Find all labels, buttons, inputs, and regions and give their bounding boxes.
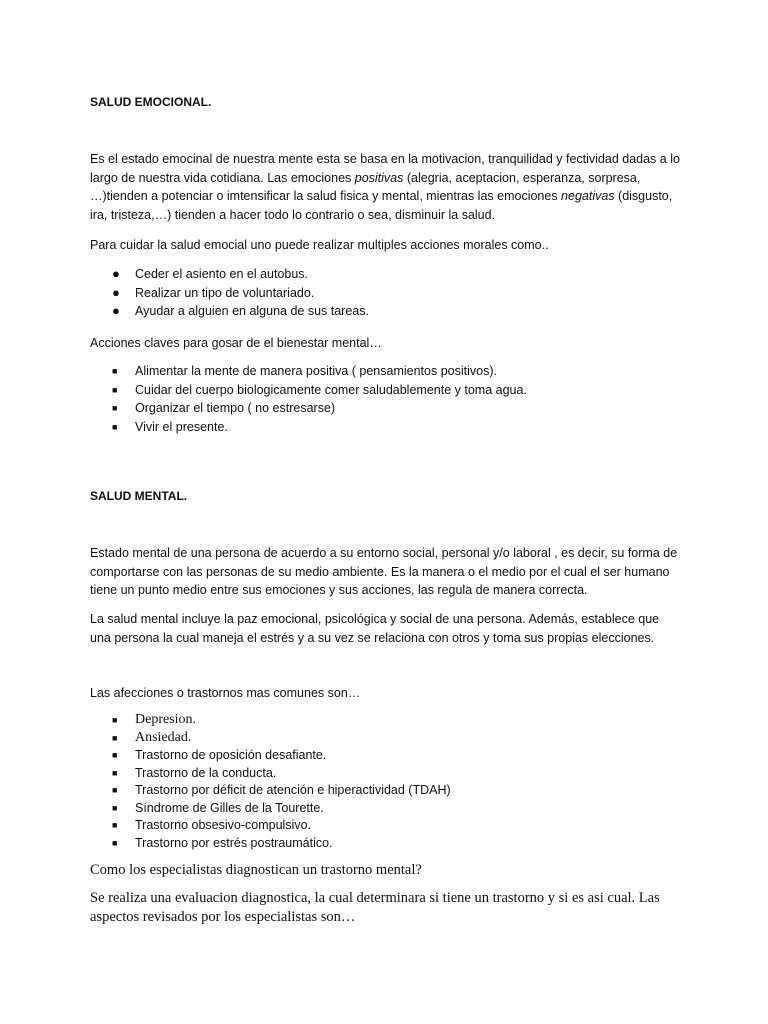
list-item: ● Realizar un tipo de voluntariado.	[90, 284, 680, 303]
bullet-dot-icon: ●	[112, 266, 120, 281]
bullet-square-icon: ■	[112, 366, 118, 376]
bullet-square-icon: ■	[112, 802, 118, 813]
intro-text-1: Es el estado emocinal de nuestra mente esta se basa en la motivacion, tranquilidad y fectividad dadas a lo largo de nuestra vida cotidiana. Las emociones	[90, 152, 680, 185]
bullet-dot-icon: ●	[112, 303, 120, 318]
mental-paragraph-2: La salud mental incluye la paz emocional, psicológica y social de una persona. Además, establece que una persona la cual maneja el estrés y a su vez se relaciona con otros y toma sus propias elecciones.	[90, 612, 660, 645]
bullet-square-icon: ■	[112, 767, 118, 778]
intro-paragraph	[90, 150, 680, 224]
section-title-salud-mental: SALUD MENTAL.	[90, 489, 188, 503]
list-item: ■ Trastorno de oposición desafiante.	[90, 747, 680, 765]
bullet-square-icon: ■	[112, 733, 118, 743]
bullet-square-icon: ■	[112, 403, 118, 413]
diagnosis-answer: Se realiza una evaluacion diagnostica, la cual determinara si tiene un trastorno y si es asi cual. Las aspectos revisados por los especialistas son…	[90, 890, 660, 925]
list-item: ■ Depresion.	[112, 712, 197, 727]
list-item: ■ Trastorno por déficit de atención e hiperactividad (TDAH)	[90, 782, 680, 800]
disorders-intro: Las afecciones o trastornos mas comunes son…	[90, 686, 361, 700]
bullet-square-icon: ■	[112, 820, 118, 830]
word-positivas: positivas	[354, 170, 404, 185]
list-item: ■ Organizar el tiempo ( no estresarse)	[90, 399, 680, 418]
bullet-dot-icon: ●	[112, 284, 120, 300]
disorders-list	[90, 711, 680, 852]
list-item: ■ Trastorno de la conducta.	[90, 765, 680, 783]
list-item: ■ Trastorno por estrés postraumático.	[90, 835, 680, 853]
diagnosis-question: Como los especialistas diagnostican un trastorno mental?	[90, 862, 422, 878]
word-negativas: negativas	[561, 189, 615, 203]
bullet-square-icon: ■	[112, 837, 118, 848]
list-item: ■ Cuidar del cuerpo biologicamente comer saludablemente y toma agua.	[90, 381, 680, 400]
list-item: ● Ceder el asiento en el autobus.	[90, 265, 680, 284]
care-paragraph: Para cuidar la salud emocial uno puede realizar multiples acciones morales como..	[90, 238, 549, 252]
bullet-square-icon: ■	[112, 384, 118, 395]
care-actions-list	[90, 265, 680, 321]
list-item: ● Ayudar a alguien en alguna de sus tareas.	[90, 302, 680, 321]
list-item: ■ Trastorno obsesivo-compulsivo.	[90, 817, 680, 835]
bullet-square-icon: ■	[112, 785, 118, 795]
section-title-salud-emocional: SALUD EMOCIONAL.	[90, 95, 212, 109]
intro-text-2: (alegria, aceptacion, esperanza, sorpresa, …)tienden a potenciar o imtensificar la salud fisica y mental, mientras las emociones	[90, 170, 641, 203]
list-item: ■ Síndrome de Gilles de la Tourette.	[90, 800, 680, 818]
list-item: ■ Ansiedad.	[112, 730, 192, 745]
list-item: ■ Alimentar la mente de manera positiva ( pensamientos positivos).	[90, 362, 680, 381]
list-item: ■ Vivir el presente.	[90, 418, 680, 437]
bullet-square-icon: ■	[112, 750, 118, 760]
key-actions-list	[90, 362, 680, 436]
bullet-square-icon: ■	[112, 421, 118, 432]
bullet-square-icon: ■	[112, 715, 118, 725]
mental-paragraph-1: Estado mental de una persona de acuerdo a su entorno social, personal y/o laboral , es decir, su forma de comportarse con las personas de su medio ambiente. Es la manera o el medio por el cual el ser humano tiene un punto medio entre sus emociones y sus acciones, las regula de manera correcta.	[90, 546, 678, 597]
intro-text-3: (disgusto, ira, tristeza,…) tienden a hacer todo lo contrario o sea, disminuir la salud.	[90, 189, 673, 222]
key-actions-paragraph: Acciones claves para gosar de el bienestar mental…	[90, 336, 382, 350]
